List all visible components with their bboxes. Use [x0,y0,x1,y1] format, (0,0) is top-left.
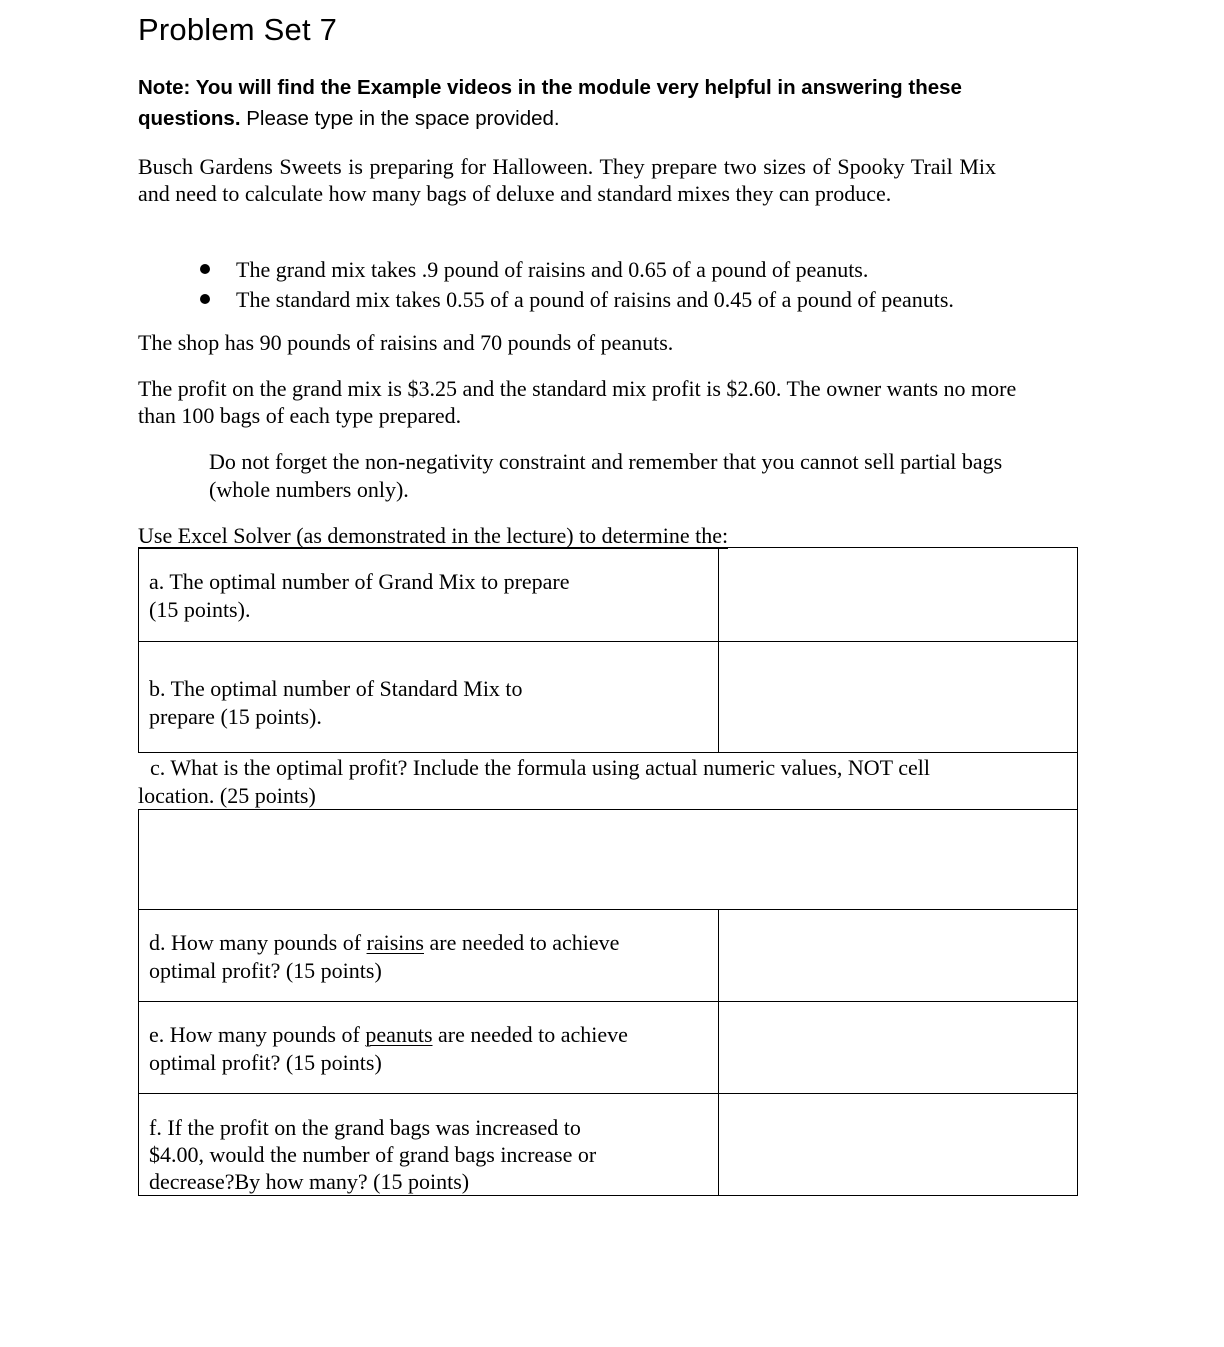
question-c-location: location. [138,783,215,808]
question-f-line3: decrease?By how many? (15 points) [149,1169,470,1194]
answer-cell-a[interactable] [718,547,1078,642]
question-b-line2: prepare (15 points). [149,704,322,729]
question-c-points: (25 points) [219,783,316,808]
shop-paragraph: The shop has 90 pounds of raisins and 70 pounds of peanuts. [138,330,674,355]
profit-paragraph: The profit on the grand mix is $3.25 and the standard mix profit is $2.60. The owner wants no more than 100 bags of each type prepared. [138,376,1017,428]
question-f-line2: $4.00, would the number of grand bags increase or [149,1142,597,1167]
question-d-text [149,929,619,985]
answer-cell-e[interactable] [718,1001,1078,1094]
question-d-post: are needed to achieve [424,930,620,955]
question-f-line1: f. If the profit on the grand bags was increased to [149,1115,581,1140]
question-d-line2: optimal profit? (15 points) [149,958,382,983]
question-d-keyword: raisins [366,930,424,955]
solver-instruction-text: Use Excel Solver (as demonstrated in the lecture) to determine the: [138,523,729,548]
question-c-text [138,754,930,810]
question-e-keyword: peanuts [365,1022,433,1047]
question-a-line1: a. The optimal number of Grand Mix to prepare [149,569,570,594]
answer-cell-b[interactable] [718,641,1078,753]
question-d-pre: d. How many pounds of [149,930,367,955]
answer-cell-c[interactable] [138,809,1078,910]
list-item-text: The standard mix takes 0.55 of a pound of raisins and 0.45 of a pound of peanuts. [236,287,954,312]
page-title: Problem Set 7 [138,12,338,47]
note-paragraph [138,72,1018,134]
list-item-text: The grand mix takes .9 pound of raisins and 0.65 of a pound of peanuts. [236,257,869,282]
question-e-pre: e. How many pounds of [149,1022,366,1047]
question-e-line2: optimal profit? (15 points) [149,1050,382,1075]
question-e-line1 [149,1021,628,1049]
reminder-paragraph: Do not forget the non-negativity constraint and remember that you cannot sell partial bags (whole numbers only). [209,449,1003,502]
intro-paragraph: Busch Gardens Sweets is preparing for Halloween. They prepare two sizes of Spooky Trail Mix and need to calculate how many bags of deluxe and standard mixes they can produce. [138,154,996,206]
answer-cell-d[interactable] [718,909,1078,1002]
bullet-icon [200,264,210,274]
question-d-line1 [149,929,619,957]
question-c-line1: c. What is the optimal profit? Include the formula using actual numeric values, NOT cell [150,755,930,780]
question-f-text [149,1114,596,1195]
question-e-post: are needed to achieve [432,1022,628,1047]
question-b-line1: b. The optimal number of Standard Mix to [149,676,523,701]
note-bold-text: Note: You will find the Example videos in the module very helpful in answering these questions. [138,76,962,130]
solver-instruction [138,522,728,550]
question-b-text [149,675,523,731]
question-a-line2: (15 points). [149,597,251,622]
bullet-icon [200,294,210,304]
answer-cell-f[interactable] [718,1093,1078,1196]
question-a-text [149,568,570,624]
question-e-text [149,1021,628,1077]
note-regular-text: Please type in the space provided. [246,107,560,130]
question-c-line2 [138,782,930,810]
